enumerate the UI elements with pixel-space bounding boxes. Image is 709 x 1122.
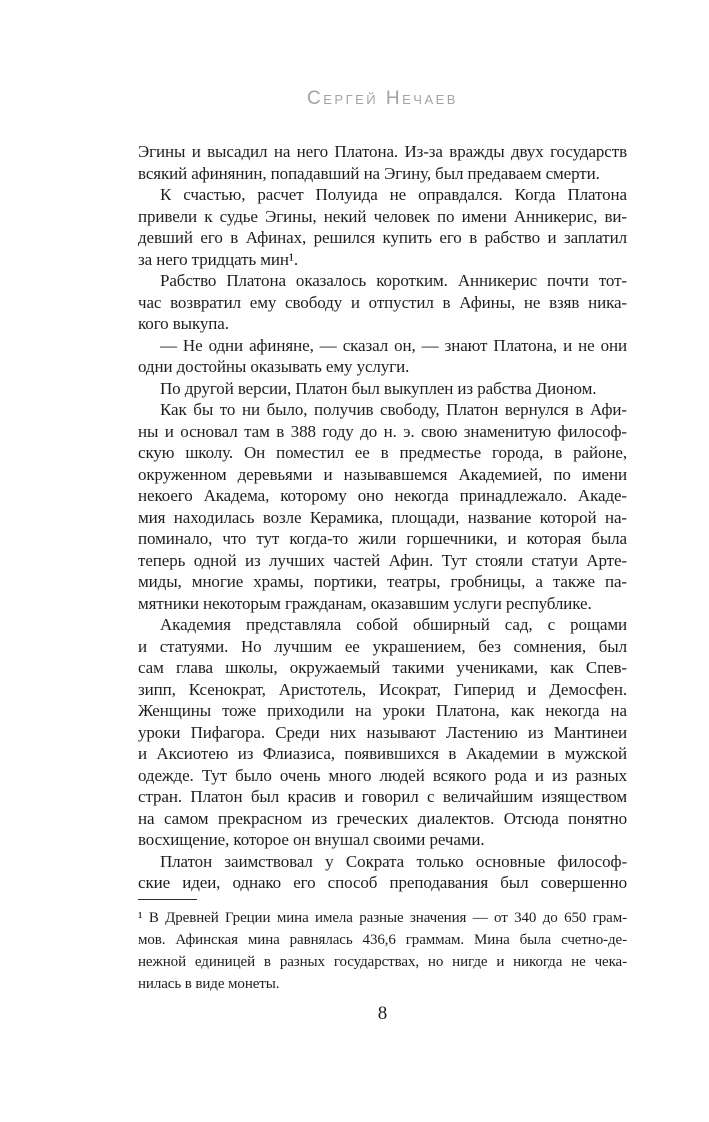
footnote-line: мов. Афинская мина равнялась 436,6 граммам. Мина была счетно-де- (138, 931, 627, 948)
body-text-line: ские идеи, однако его способ преподавания был совершенно (138, 873, 627, 892)
body-text-line: Как бы то ни было, получив свободу, Платон вернулся в Афи- (160, 400, 627, 419)
footnote-line: нилась в виде монеты. (138, 975, 280, 992)
footnote-line: нежной единицей в разных государствах, но нигде и никогда не чека- (138, 953, 627, 970)
footnote-separator (138, 899, 197, 900)
body-text-line: окруженном деревьями и называвшемся Академией, по имени (138, 464, 627, 484)
body-text-line: некоего Академа, которому оно некогда принадлежало. Акаде- (138, 486, 627, 505)
body-text-line: одежде. Тут было очень много людей всякого рода и из разных (138, 765, 627, 785)
body-text-line: одни достойны оказывать ему услуги. (138, 357, 410, 376)
body-text-line: мятники некоторым гражданам, оказавшим услуги республике. (138, 593, 592, 613)
body-text-line: Академия представляла собой обширный сад, с рощами (160, 615, 627, 634)
body-text-line: Рабство Платона оказалось коротким. Анникерис почти тот- (160, 271, 627, 290)
body-text-line: ны и основал там в 388 году до н. э. свою знаменитую философ- (138, 421, 627, 441)
body-text-line: Платон заимствовал у Сократа только основные философ- (160, 851, 627, 871)
body-text-line: кого выкупа. (138, 314, 229, 333)
body-text-line: поминало, что тут когда-то жили горшечники, и которая была (138, 529, 627, 548)
footnote (138, 907, 627, 995)
body-text-line: мия находилась возле Керамика, площади, название которой на- (138, 507, 627, 527)
body-text-line: всякий афинянин, попадавший на Эгину, был предаваем смерти. (138, 163, 600, 183)
body-text-line: — Не одни афиняне, — сказал он, — знают Платона, и не они (160, 335, 627, 355)
body-text-line: К счастью, расчет Полуида не оправдался. Когда Платона (160, 185, 627, 204)
page-number: 8 (377, 1002, 388, 1024)
body-text-line: восхищение, которое он внушал своими речами. (138, 830, 485, 849)
body-text-line: миды, многие храмы, портики, театры, гробницы, а также па- (138, 572, 627, 591)
body-text-line: и Аксиотею из Флиазиса, появившихся в Академии в мужской (138, 744, 627, 763)
body-text (138, 141, 627, 894)
body-text-line: сам глава школы, окружаемый такими учениками, как Спев- (138, 658, 627, 677)
body-text-line: По другой версии, Платон был выкуплен из рабства Дионом. (160, 378, 597, 398)
body-text-line: и статуями. Но лучшим ее украшением, без сомнения, был (138, 636, 627, 656)
body-text-line: за него тридцать мин¹. (138, 249, 299, 269)
body-text-line: уроки Пифагора. Среди них называют Ластению из Мантинеи (138, 722, 627, 742)
body-text-line: час возвратил ему свободу и отпустил в Афины, не взяв ника- (138, 292, 627, 312)
body-text-line: привели к судье Эгины, некий человек по имени Анникерис, ви- (138, 206, 627, 226)
body-text-line: на самом прекрасном из греческих диалектов. Отсюда понятно (138, 808, 627, 828)
body-text-line: Женщины тоже приходили на уроки Платона, как некогда на (138, 701, 627, 720)
body-text-line: девший его в Афинах, решился купить его в рабство и заплатил (138, 228, 627, 247)
body-text-line: Эгины и высадил на него Платона. Из-за вражды двух государств (138, 142, 627, 161)
running-header: Сергей Нечаев (307, 88, 458, 109)
body-text-line: зипп, Ксенократ, Аристотель, Исократ, Гиперид и Демосфен. (138, 679, 627, 699)
body-text-line: теперь одной из лучших частей Афин. Тут стояли статуи Арте- (138, 550, 627, 570)
body-text-line: скую школу. Он поместил ее в предместье города, в районе, (138, 443, 627, 462)
footnote-line: ¹ В Древней Греции мина имела разные значения — от 340 до 650 грам- (138, 909, 627, 926)
body-text-line: стран. Платон был красив и говорил с величайшим изяществом (138, 787, 627, 806)
